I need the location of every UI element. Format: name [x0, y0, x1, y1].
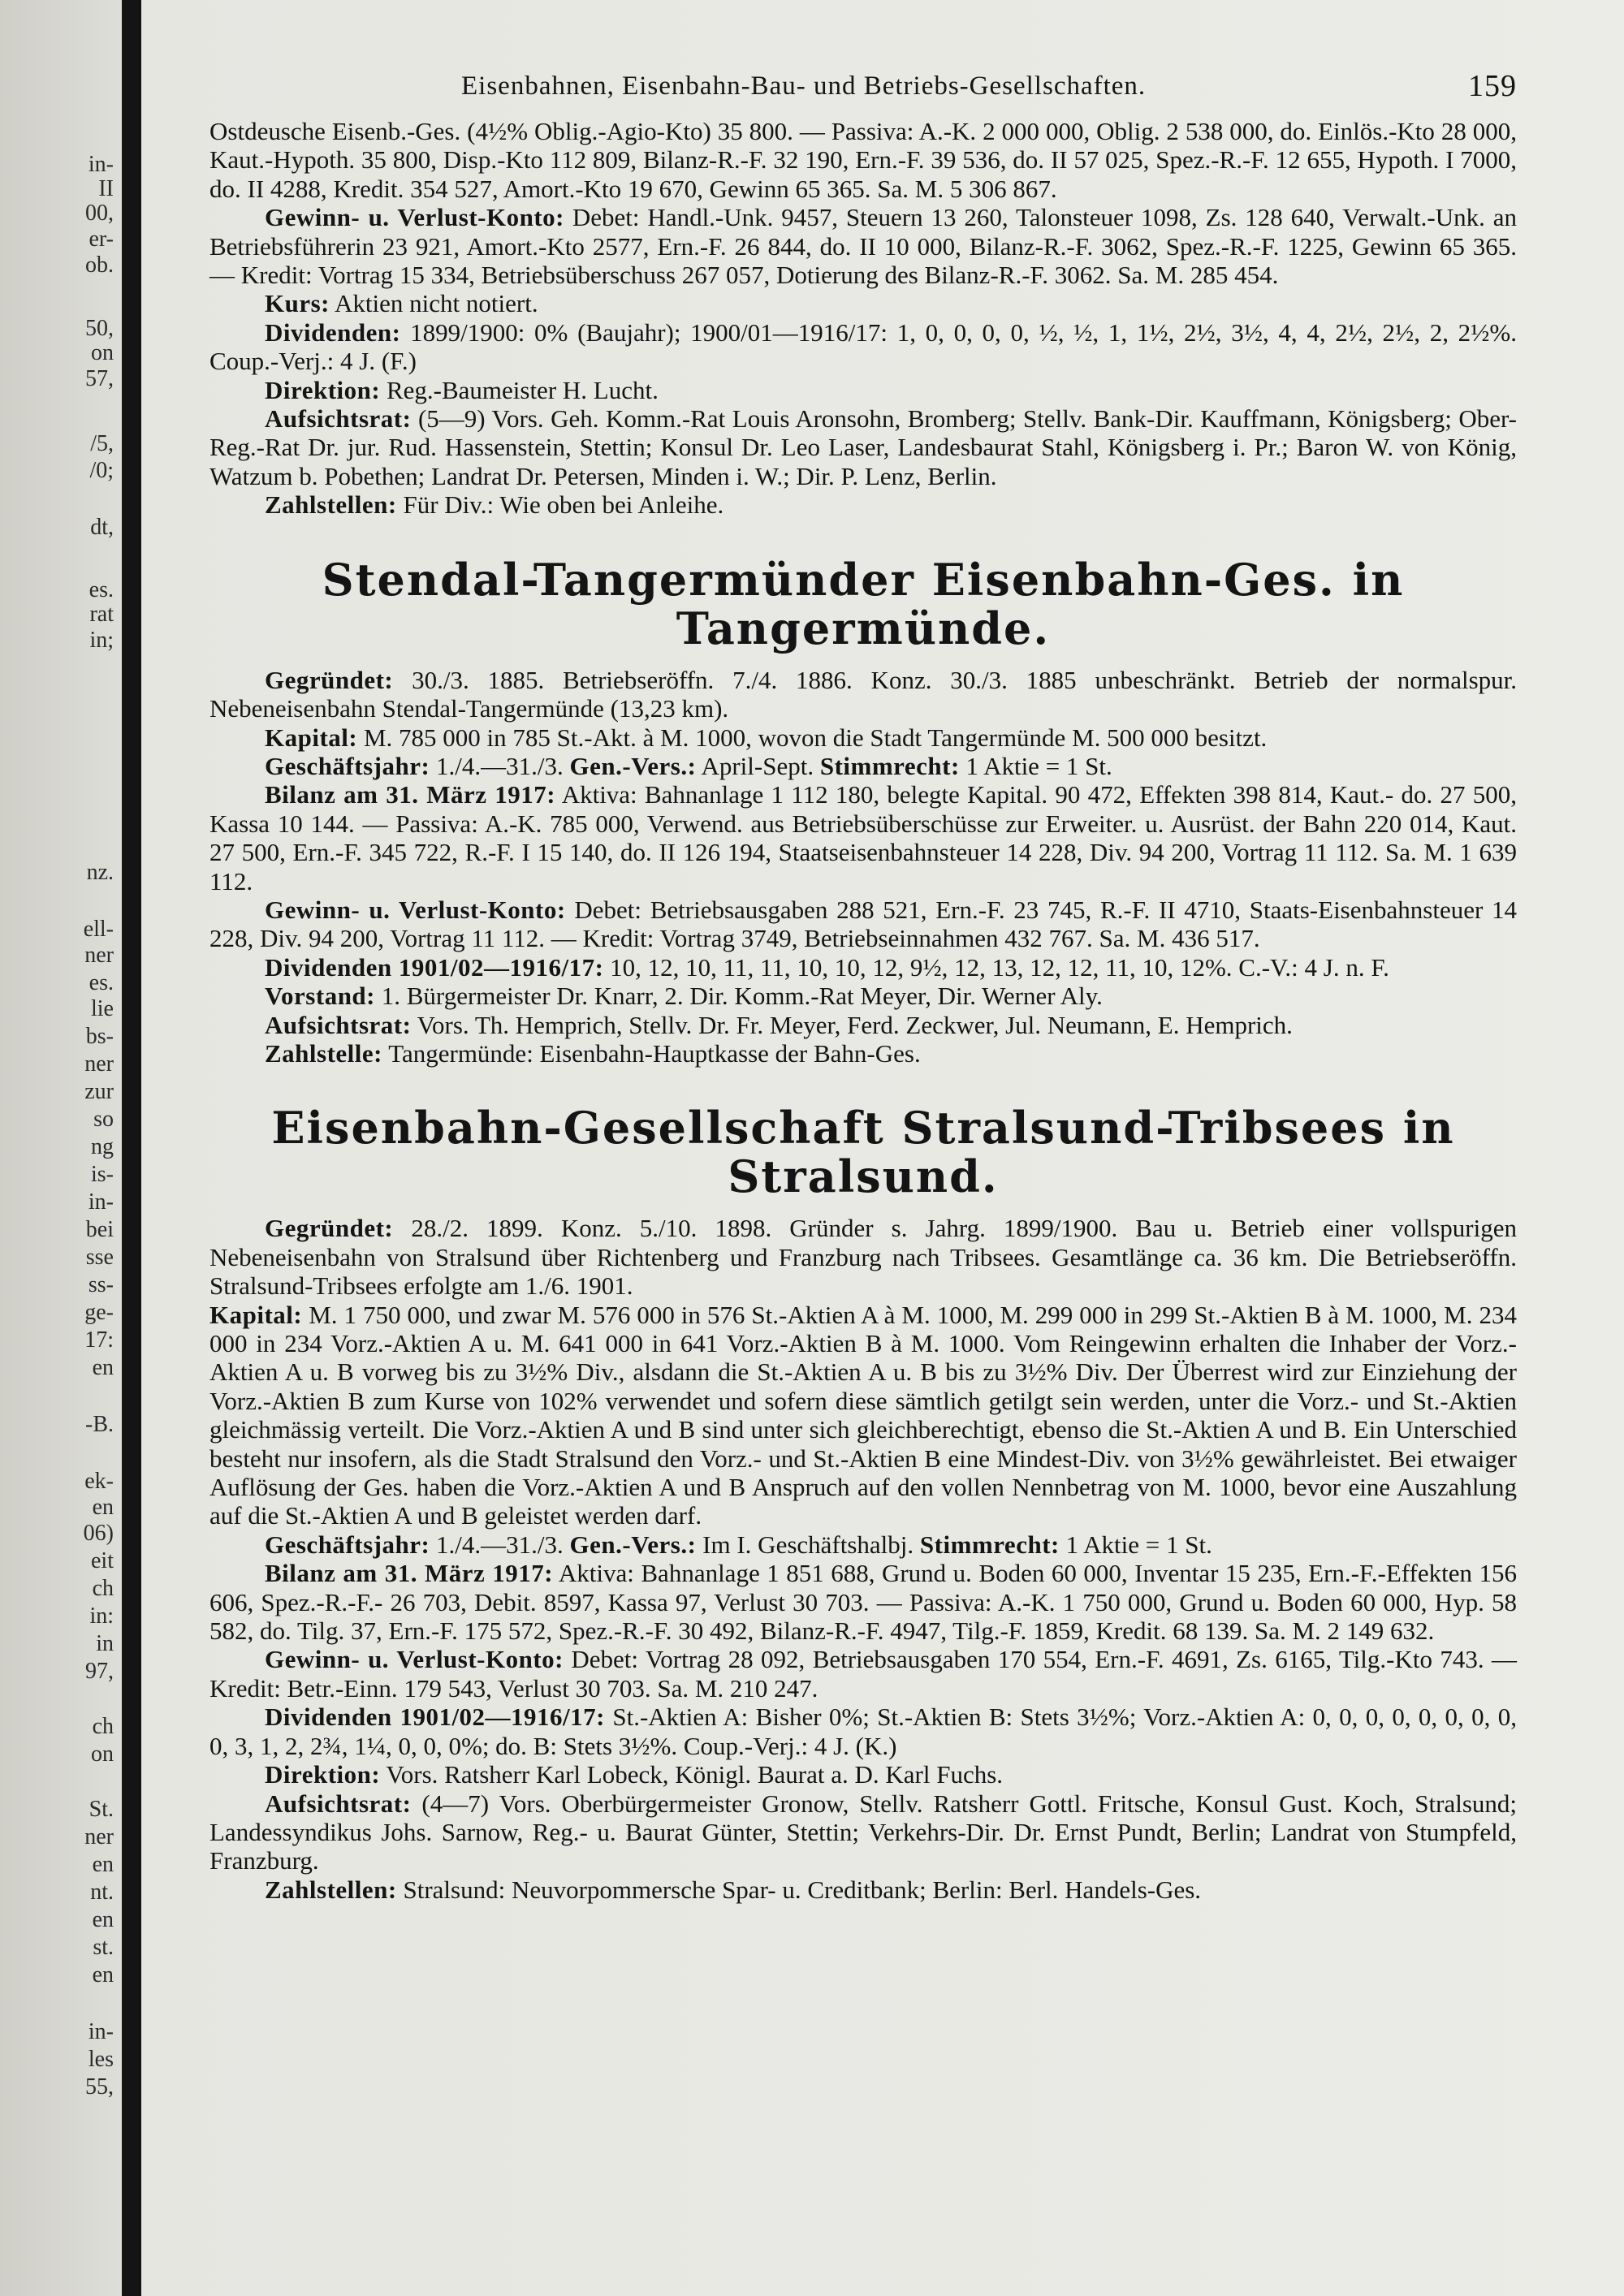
margin-fragment: lie	[91, 997, 114, 1021]
previous-page-margin	[0, 0, 122, 2296]
margin-fragment: ch	[92, 1577, 114, 1601]
margin-fragment: bei	[85, 1218, 114, 1242]
margin-fragment: eit	[91, 1549, 114, 1573]
margin-fragment: es.	[89, 578, 114, 602]
margin-fragment: 17:	[84, 1328, 114, 1353]
margin-fragment: II	[98, 177, 114, 201]
margin-fragment: ell-	[83, 917, 114, 942]
margin-fragment: ss-	[88, 1273, 114, 1297]
founded-paragraph: Gegründet: 30./3. 1885. Betriebseröffn. 7./4. 1886. Konz. 30./3. 1885 unbeschränkt. Betrieb der normalspur. Nebeneisenbahn Stendal-Tangermünde (13,23 km).	[209, 665, 1517, 723]
dividend-paragraph: Dividenden 1901/02—1916/17: 10, 12, 10, 11, 11, 10, 10, 12, 9½, 12, 13, 12, 12, 11, 10, 12%. C.-V.: 4 J. n. F.	[265, 952, 1389, 982]
margin-fragment: so	[93, 1107, 114, 1132]
supervisory-board-paragraph: Aufsichtsrat: Vors. Th. Hemprich, Stellv. Dr. Fr. Meyer, Ferd. Zeckwer, Jul. Neumann, E. Hemprich.	[265, 1010, 1293, 1039]
margin-fragment: -B.	[85, 1413, 114, 1437]
section-continued-entry	[209, 117, 1517, 520]
capital-paragraph: Kapital: M. 1 750 000, und zwar M. 576 000 in 576 St.-Aktien A à M. 1000, M. 299 000 in 299 St.-Aktien B à M. 1000, M. 234 000 in 234 Vorz.-Aktien A u. M. 641 000 in 641 Vorz.-Aktien B à M. 1000. Vom Reingewinn erhalten die Inhaber der Vorz.-Aktien A u. B vorweg bis zu 3½% Div., alsdann die St.-Aktien A u. B bis zu 3½% Div. Der Überrest wird zur Einziehung der Vorz.-Aktien B zum Kurse von 102% verwendet und sofern diese sämtlich getilgt sein werden, unter die Vorz.- und St.-Aktien gleichmässig verteilt. Die Vorz.-Aktien A und B sind unter sich gleichberechtigt, ebenso die St.-Aktien A und B. Ein Unterschied besteht nur insofern, als die Stadt Stralsund den Vorz.- und St.-Aktien B eine Mindest-Div. von 3½% gewährleistet. Bei etwaiger Auflösung der Ges. haben die Vorz.-Aktien A und B Anspruch auf den vollen Nennbetrag von M. 1000, bevor eine Auszahlung auf die St.-Aktien A und B geleistet werden darf.	[209, 1300, 1517, 1530]
margin-fragment: en	[92, 1853, 114, 1877]
margin-fragment: in-	[88, 1190, 114, 1215]
margin-fragment: en	[92, 1908, 114, 1932]
capital-paragraph: Kapital: M. 785 000 in 785 St.-Akt. à M. 1000, wovon die Stadt Tangermünde M. 500 000 besitzt.	[265, 723, 1268, 752]
running-title: Eisenbahnen, Eisenbahn-Bau- und Betriebs-Gesellschaften.	[461, 71, 1147, 101]
margin-fragment: les	[88, 2048, 114, 2072]
margin-fragment: bs-	[85, 1025, 114, 1049]
margin-fragment: ner	[84, 943, 114, 968]
margin-fragment: 55,	[85, 2075, 114, 2100]
margin-fragment: 50,	[85, 317, 114, 341]
direction-paragraph: Direktion: Reg.-Baumeister H. Lucht.	[265, 375, 659, 404]
direction-paragraph: Direktion: Vors. Ratsherr Karl Lobeck, Königl. Baurat a. D. Karl Fuchs.	[265, 1760, 1004, 1789]
section-stendal	[209, 666, 1517, 1068]
paying-agents-paragraph: Zahlstellen: Stralsund: Neuvorpommersche Spar- u. Creditbank; Berlin: Berl. Handels-Ges.	[265, 1875, 1202, 1904]
profit-loss-paragraph: Gewinn- u. Verlust-Konto: Debet: Betriebsausgaben 288 521, Ern.-F. 23 745, R.-F. II 4710, Staats-Eisenbahnsteuer 14 228, Div. 94 200, Vortrag 11 112. — Kredit: Vortrag 3749, Betriebseinnahmen 432 767. Sa. M. 436 517.	[209, 895, 1517, 953]
profit-loss-paragraph: Gewinn- u. Verlust-Konto: Debet: Vortrag 28 092, Betriebsausgaben 170 554, Ern.-F. 4691, Zs. 6165, Tilg.-Kto 743. — Kredit: Betr.-Einn. 179 543, Verlust 30 703. Sa. M. 210 247.	[209, 1645, 1518, 1703]
page-number: 159	[1468, 69, 1517, 103]
margin-fragment: ge-	[84, 1301, 114, 1325]
page-content	[209, 63, 1517, 1904]
margin-fragment: nt.	[90, 1880, 114, 1905]
balance-sheet-paragraph: Bilanz am 31. März 1917: Aktiva: Bahnanlage 1 112 180, belegte Kapital. 90 472, Effekten 398 814, Kaut.- do. 27 500, Kassa 10 144. — Passiva: A.-K. 785 000, Verwend. aus Betriebsüberschüsse zur Erweiter. u. Ausrüst. der Bahn 220 014, Kaut. 27 500, Ern.-F. 345 722, R.-F. I 15 140, do. II 126 194, Staatseisenbahnsteuer 14 228, Div. 94 200, Vortrag 11 112. Sa. M. 1 639 112.	[209, 780, 1517, 896]
supervisory-board-paragraph: Aufsichtsrat: (4—7) Vors. Oberbürgermeister Gronow, Stellv. Ratsherr Gottl. Fritsche, Konsul Gust. Koch, Stralsund; Landessyndikus Johs. Sarnow, Reg.- u. Baurat Günter, Stettin; Verkehrs-Dir. Dr. Ernst Pundt, Berlin; Landrat von Stumpfeld, Franzburg.	[209, 1789, 1518, 1875]
margin-fragment: 00,	[85, 201, 114, 226]
balance-continuation: Ostdeusche Eisenb.-Ges. (4½% Oblig.-Agio-Kto) 35 800. — Passiva: A.-K. 2 000 000, Oblig. 2 538 000, do. Einlös.-Kto 28 000, Kaut.-Hypoth. 35 800, Disp.-Kto 112 809, Bilanz-R.-F. 32 190, Ern.-F. 39 536, do. II 57 025, Spez.-R.-F. 12 655, Hypoth. I 7000, do. II 4288, Kredit. 354 527, Amort.-Kto 19 670, Gewinn 65 365. Sa. M. 5 306 867.	[209, 117, 1517, 203]
running-header	[209, 63, 1517, 117]
section-stralsund	[209, 1214, 1517, 1904]
margin-fragment: is-	[91, 1163, 114, 1187]
margin-fragment: ner	[84, 1052, 114, 1077]
margin-fragment: en	[92, 1356, 114, 1380]
margin-fragment: in-	[88, 153, 114, 177]
margin-fragment: en	[92, 1495, 114, 1520]
board-paragraph: Vorstand: 1. Bürgermeister Dr. Knarr, 2. Dir. Komm.-Rat Meyer, Dir. Werner Aly.	[265, 982, 1103, 1011]
margin-fragment: on	[91, 341, 114, 365]
margin-fragment: zur	[84, 1080, 114, 1104]
margin-fragment: ner	[84, 1825, 114, 1849]
margin-fragment: nz.	[86, 861, 114, 885]
margin-fragment: /0;	[89, 459, 114, 483]
supervisory-board-paragraph: Aufsichtsrat: (5—9) Vors. Geh. Komm.-Rat Louis Aronsohn, Bromberg; Stellv. Bank-Dir. Kauffmann, Königsberg; Ober-Reg.-Rat Dr. jur. Rud. Hassenstein, Stettin; Konsul Dr. Leo Laser, Landesbaurat Stahl, Königsberg i. Pr.; Baron W. von König, Watzum b. Pobethen; Landrat Dr. Petersen, Minden i. W.; Dir. P. Lenz, Berlin.	[209, 404, 1517, 490]
margin-fragment: 06)	[83, 1521, 114, 1546]
dividend-paragraph: Dividenden: 1899/1900: 0% (Baujahr); 1900/01—1916/17: 1, 0, 0, 0, 0, ½, ½, 1, 1½, 2½, 3½, 4, 4, 2½, 2½, 2, 2½%. Coup.-Verj.: 4 J. (F.)	[209, 317, 1517, 376]
margin-fragment: dt,	[90, 516, 114, 540]
kurs-paragraph: Kurs: Aktien nicht notiert.	[265, 289, 538, 318]
fiscal-year-paragraph: Geschäftsjahr: 1./4.—31./3. Gen.-Vers.: April-Sept. Stimmrecht: 1 Aktie = 1 St.	[265, 751, 1112, 780]
margin-fragment: es.	[89, 971, 114, 995]
margin-fragment: /5,	[90, 432, 114, 456]
company-heading-stralsund: Eisenbahn-Gesellschaft Stralsund-Tribsees in Stralsund.	[271, 1102, 1455, 1203]
margin-fragment: st.	[93, 1936, 114, 1960]
margin-fragment: in	[96, 1632, 114, 1656]
margin-fragment: St.	[89, 1798, 114, 1822]
balance-sheet-paragraph: Bilanz am 31. März 1917: Aktiva: Bahnanlage 1 851 688, Grund u. Boden 60 000, Inventar 15 235, Ern.-F.-Effekten 156 606, Spez.-R.-F.- 26 703, Debit. 8597, Kassa 97, Verlust 30 703. — Passiva: A.-K. 1 750 000, Grund u. Boden 60 000, Hyp. 58 582, do. Tilg. 37, Ern.-F. 175 572, Spez.-R.-F. 30 492, Bilanz-R.-F. 4947, Tilg.-F. 1859, Kredit. 68 139. Sa. M. 2 149 632.	[209, 1559, 1517, 1646]
founded-paragraph: Gegründet: 28./2. 1899. Konz. 5./10. 1898. Gründer s. Jahrg. 1899/1900. Bau u. Betrieb einer vollspurigen Nebeneisenbahn von Stralsund über Richtenberg und Franzburg nach Tribsees. Gesamtlänge ca. 36 km. Die Betriebseröffn. Stralsund-Tribsees erfolgte am 1./6. 1901.	[209, 1214, 1517, 1301]
paying-agents-paragraph: Zahlstellen: Für Div.: Wie oben bei Anleihe.	[265, 490, 724, 520]
margin-fragment: sse	[85, 1245, 114, 1270]
dividend-paragraph: Dividenden 1901/02—1916/17: St.-Aktien A: Bisher 0%; St.-Aktien B: Stets 3½%; Vorz.-Aktien A: 0, 0, 0, 0, 0, 0, 0, 0, 0, 3, 1, 2, 2¾, 1¼, 0, 0, 0%; do. B: Stets 3½%. Coup.-Verj.: 4 J. (K.)	[209, 1703, 1517, 1760]
margin-fragment: rat	[89, 602, 114, 627]
margin-fragment: in-	[88, 2020, 114, 2044]
margin-fragment: 57,	[85, 367, 114, 391]
margin-fragment: ng	[91, 1135, 114, 1159]
company-heading-stendal: Stendal-Tangermünder Eisenbahn-Ges. in Tangermünde.	[322, 553, 1405, 654]
fiscal-year-paragraph: Geschäftsjahr: 1./4.—31./3. Gen.-Vers.: Im I. Geschäftshalbj. Stimmrecht: 1 Aktie = 1 St.	[265, 1530, 1212, 1559]
book-gutter	[122, 0, 141, 2296]
margin-fragment: ek-	[84, 1470, 114, 1494]
margin-fragment: 97,	[85, 1659, 114, 1684]
margin-fragment: in;	[89, 628, 114, 653]
profit-loss-paragraph: Gewinn- u. Verlust-Konto: Debet: Handl.-Unk. 9457, Steuern 13 260, Talonsteuer 1098, Zs. 128 640, Verwalt.-Unk. an Betriebsführerin 23 921, Amort.-Kto 2577, Ern.-F. 26 844, do. II 10 000, Bilanz-R.-F. 3062, Spez.-R.-F. 1225, Gewinn 65 365. — Kredit: Vortrag 15 334, Betriebsüberschuss 267 057, Dotierung des Bilanz-R.-F. 3062. Sa. M. 285 454.	[209, 203, 1518, 290]
margin-fragment: on	[91, 1742, 114, 1767]
margin-fragment: ob.	[85, 253, 114, 278]
paying-agent-paragraph: Zahlstelle: Tangermünde: Eisenbahn-Hauptkasse der Bahn-Ges.	[265, 1038, 921, 1068]
margin-fragment: en	[92, 1963, 114, 1987]
margin-fragment: ch	[92, 1715, 114, 1739]
margin-fragment: in:	[89, 1604, 114, 1629]
margin-fragment: er-	[89, 227, 114, 252]
